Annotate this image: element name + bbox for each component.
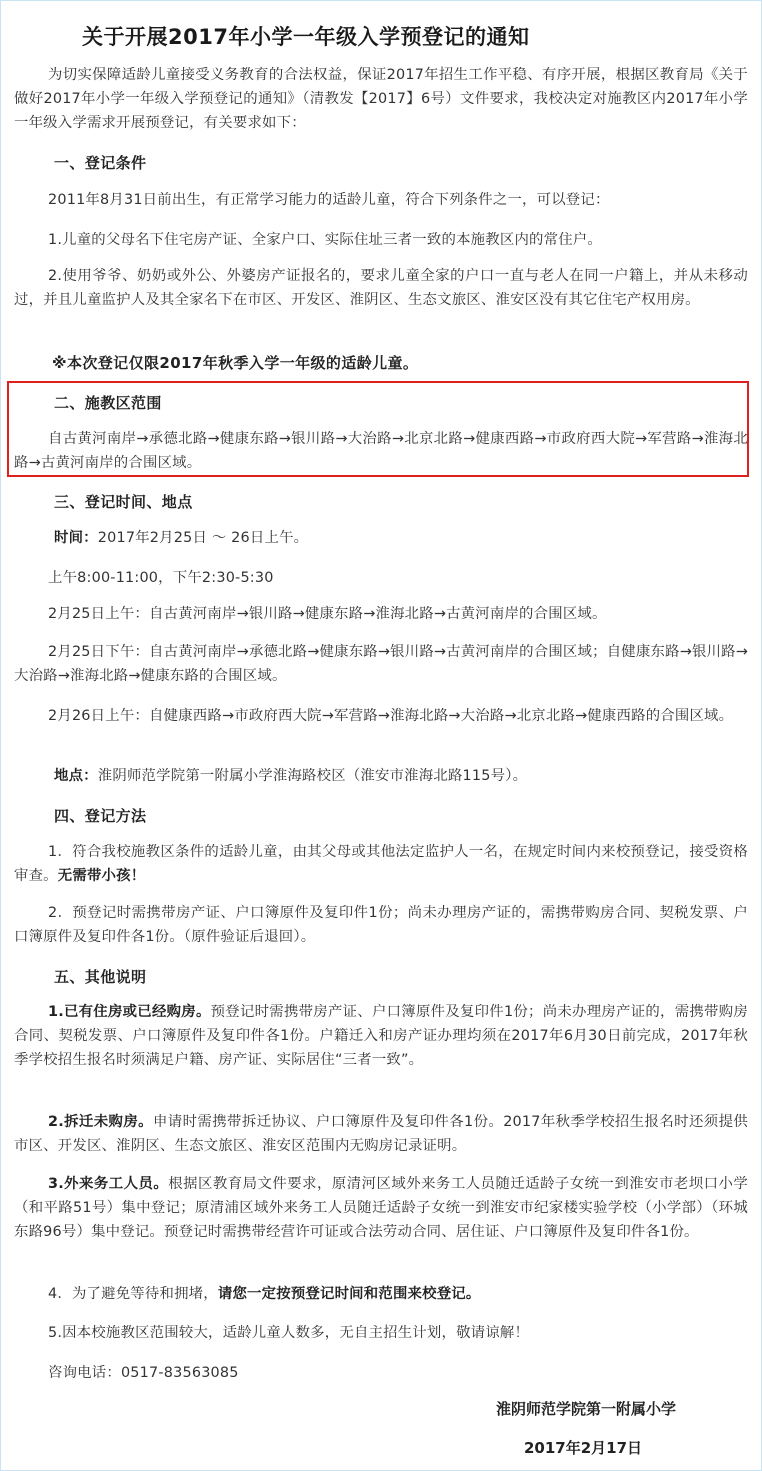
section-2-heading: 二、施教区范围 xyxy=(54,394,162,412)
section-1-paragraph-2: 1.儿童的父母名下住宅房产证、全家户口、实际住址三者一致的本施教区内的常住户。 xyxy=(48,232,602,248)
section-4-paragraph-2: 2．预登记时需携带房产证、户口簿原件及复印件1份；尚未办理房产证的，需携带购房合同、契税发票、户口簿原件及复印件各1份。（原件验证后退回）。 xyxy=(14,905,748,945)
section-1-heading: 一、登记条件 xyxy=(54,154,147,172)
section-5-paragraph-2: 2.拆迁未购房。申请时需携带拆迁协议、户口簿原件及复印件各1份。2017年秋季学校招生报名时还须提供市区、开发区、淮阴区、生态文旅区、淮安区范围内无购房记录证明。 xyxy=(14,1114,748,1154)
schedule-26-am: 2月26日上午：自健康西路→市政府西大院→军营路→淮海北路→大治路→北京北路→健康西路的合围区域。 xyxy=(48,708,734,724)
section-4-paragraph-1: 1．符合我校施教区条件的适龄儿童，由其父母或其他法定监护人一名，在规定时间内来校预登记，接受资格审查。无需带小孩！ xyxy=(14,844,748,884)
section-5-paragraph-3: 3.外来务工人员。根据区教育局文件要求，原清河区域外来务工人员随迁适龄子女统一到淮安市老坝口小学（和平路51号）集中登记；原清浦区域外来务工人员随迁适龄子女统一到淮安市纪家楼实验学校（小学部）（环城东路96号）集中登记。预登记时需携带经营许可证或合法劳动合同、居住证、户口簿原件及复印件各1份。 xyxy=(14,1176,748,1240)
section-4-heading: 四、登记方法 xyxy=(54,807,147,825)
section-5-paragraph-4: 4．为了避免等待和拥堵，请您一定按预登记时间和范围来校登记。 xyxy=(48,1286,481,1302)
place-value: 淮阴师范学院第一附属小学淮海路校区（淮安市淮海北路115号）。 xyxy=(97,768,528,784)
signature: 淮阴师范学院第一附属小学 xyxy=(496,1400,677,1418)
intro-paragraph: 为切实保障适龄儿童接受义务教育的合法权益，保证2017年招生工作平稳、有序开展，根据区教育局《关于做好2017年小学一年级入学预登记的通知》（清教发【2017】6号）文件要求，我校决定对施教区内2017年小学一年级入学需求开展预登记，有关要求如下： xyxy=(14,67,748,131)
page-title: 关于开展2017年小学一年级入学预登记的通知 xyxy=(82,25,530,49)
schedule-25-am: 2月25日上午：自古黄河南岸→银川路→健康东路→淮海北路→古黄河南岸的合围区域。 xyxy=(48,606,607,622)
time-label: 时间： xyxy=(54,530,98,546)
section-3-heading: 三、登记时间、地点 xyxy=(54,493,193,511)
hours-line: 上午8:00-11:00，下午2:30-5:30 xyxy=(48,570,274,586)
place-line xyxy=(54,764,748,788)
time-line xyxy=(54,526,748,550)
section-1-note: ※本次登记仅限2017年秋季入学一年级的适龄儿童。 xyxy=(52,354,419,372)
section-5-paragraph-1: 1.已有住房或已经购房。预登记时需携带房产证、户口簿原件及复印件1份；尚未办理房产证的，需携带购房合同、契税发票、户口簿原件及复印件各1份。户籍迁入和房产证办理均须在2017年6月30日前完成，2017年秋季学校招生报名时须满足户籍、房产证、实际居住“三者一致”。 xyxy=(14,1004,748,1068)
schedule-25-pm: 2月25日下午：自古黄河南岸→承德北路→健康东路→银川路→古黄河南岸的合围区域；自健康东路→银川路→大治路→淮海北路→健康东路的合围区域。 xyxy=(14,644,748,684)
place-label: 地点： xyxy=(54,768,98,784)
section-1-paragraph-1: 2011年8月31日前出生，有正常学习能力的适龄儿童，符合下列条件之一，可以登记： xyxy=(48,192,610,208)
issue-date: 2017年2月17日 xyxy=(524,1439,643,1457)
section-5-paragraph-5: 5.因本校施教区范围较大，适龄儿童人数多，无自主招生计划，敬请谅解！ xyxy=(48,1325,530,1341)
time-value: 2017年2月25日 ～ 26日上午。 xyxy=(97,530,309,546)
section-1-paragraph-3: 2.使用爷爷、奶奶或外公、外婆房产证报名的，要求儿童全家的户口一直与老人在同一户籍上，并从未移动过，并且儿童监护人及其全家名下在市区、开发区、淮阴区、生态文旅区、淮安区没有其它住宅产权用房。 xyxy=(14,268,748,308)
contact-phone: 咨询电话：0517-83563085 xyxy=(48,1365,239,1381)
section-5-heading: 五、其他说明 xyxy=(54,968,147,986)
no-child-needed-note: 无需带小孩！ xyxy=(57,868,146,884)
section-2-paragraph: 自古黄河南岸→承德北路→健康东路→银川路→大治路→北京北路→健康西路→市政府西大院→军营路→淮海北路→古黄河南岸的合围区域。 xyxy=(14,431,748,471)
